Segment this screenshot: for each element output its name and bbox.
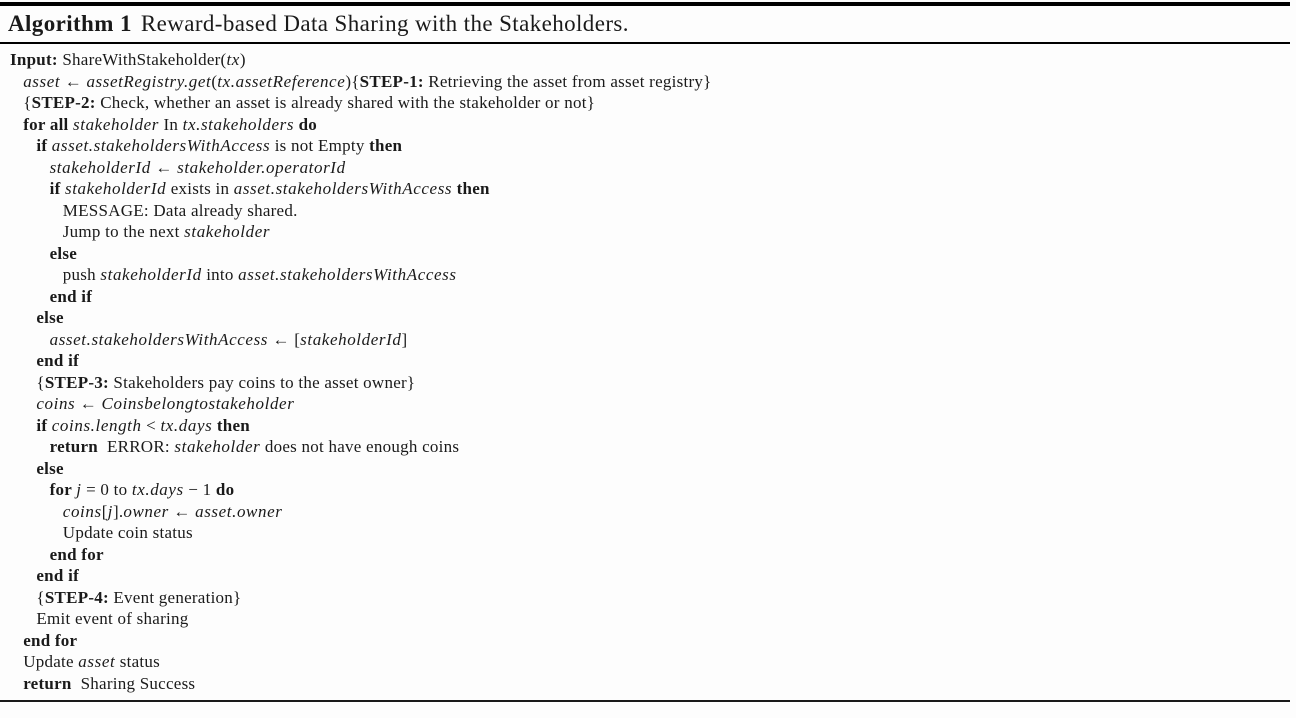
code-segment: Event generation} <box>108 587 242 607</box>
code-line <box>0 350 1296 372</box>
code-segment: stakeholder <box>174 437 261 456</box>
code-line <box>0 114 1296 136</box>
code-segment: return <box>23 673 72 693</box>
code-line <box>0 372 1296 394</box>
code-segment: stakeholderId <box>300 329 402 349</box>
code-line <box>0 178 1296 200</box>
code-segment: assetRegistry.get <box>86 71 212 91</box>
code-segment: Coinsbelongtostakeholder <box>101 394 295 413</box>
code-segment: = 0 to <box>81 480 132 499</box>
code-segment: < <box>141 415 161 435</box>
code-segment: then <box>212 415 250 435</box>
code-segment: for all <box>23 114 74 134</box>
code-line <box>0 393 1296 415</box>
code-line <box>0 436 1296 458</box>
algorithm-caption <box>0 6 1296 42</box>
code-segment: MESSAGE: Data already shared. <box>62 200 298 220</box>
code-segment: end for <box>49 544 104 564</box>
code-segment: ← <box>168 501 196 521</box>
code-line <box>0 501 1296 523</box>
code-segment: asset <box>23 71 61 91</box>
code-segment: into <box>201 265 239 284</box>
code-segment: Retrieving the asset from asset registry} <box>423 71 712 91</box>
code-segment: coins.length <box>51 415 142 435</box>
code-line <box>0 135 1296 157</box>
code-segment: [ <box>101 501 108 521</box>
code-line <box>0 264 1296 286</box>
code-line <box>0 544 1296 566</box>
code-segment: is not Empty <box>270 136 370 155</box>
code-segment: ]. <box>112 501 124 521</box>
code-segment: tx.stakeholders <box>182 114 295 134</box>
code-segment: stakeholder <box>184 222 271 241</box>
code-segment: do <box>215 480 235 499</box>
code-segment: ShareWithStakeholder( <box>57 50 227 69</box>
code-segment: ) <box>239 50 246 69</box>
code-segment: STEP-3: <box>44 372 109 392</box>
code-segment: owner <box>123 501 169 521</box>
code-segment: stakeholderId <box>49 157 151 177</box>
code-segment: asset.owner <box>195 501 283 521</box>
code-segment: Stakeholders pay coins to the asset owner} <box>108 372 416 392</box>
code-segment: does not have enough coins <box>260 437 460 456</box>
code-segment: stakeholder.operatorId <box>177 157 346 177</box>
code-segment: ← <box>150 157 178 177</box>
code-segment: else <box>36 308 64 327</box>
code-segment: − 1 <box>183 480 216 499</box>
code-segment: if <box>36 136 52 155</box>
code-segment: Input: <box>10 50 58 69</box>
code-segment: tx <box>226 50 240 69</box>
code-line <box>0 49 1296 71</box>
code-segment: STEP-1: <box>359 71 424 91</box>
code-line <box>0 458 1296 480</box>
code-line <box>0 92 1296 114</box>
algorithm-label: Algorithm 1 <box>8 11 132 36</box>
code-segment: end if <box>49 286 93 306</box>
code-line <box>0 630 1296 652</box>
algorithm-title: Reward-based Data Sharing with the Stakeholders. <box>140 11 629 36</box>
code-segment: ( <box>211 71 218 91</box>
code-segment: asset.stakeholdersWithAccess <box>51 136 271 155</box>
code-line <box>0 157 1296 179</box>
code-segment: Jump to the next <box>62 222 185 241</box>
code-segment: Update <box>23 652 79 671</box>
code-segment: stakeholder <box>73 114 159 134</box>
code-segment: In <box>158 114 183 134</box>
code-segment: if <box>49 179 65 198</box>
code-segment: ← <box>75 394 102 413</box>
pseudocode-body <box>0 44 1296 700</box>
code-segment: STEP-2: <box>31 93 96 112</box>
code-segment: tx.days <box>160 415 213 435</box>
code-segment: then <box>452 179 490 198</box>
code-segment: tx.assetReference <box>217 71 346 91</box>
code-segment: tx.days <box>131 480 184 499</box>
code-line <box>0 307 1296 329</box>
code-segment: else <box>49 243 78 263</box>
code-segment: ERROR: <box>98 437 175 456</box>
code-segment: asset.stakeholdersWithAccess <box>233 179 453 198</box>
code-segment: end if <box>36 351 79 370</box>
code-line <box>0 673 1296 695</box>
code-line <box>0 286 1296 308</box>
code-segment: j <box>76 480 82 499</box>
code-segment: exists in <box>166 179 234 198</box>
code-segment: push <box>62 265 101 284</box>
code-segment: Check, whether an asset is already shared with the stakeholder or not} <box>95 93 596 112</box>
code-segment: for <box>49 480 77 499</box>
code-segment: stakeholderId <box>100 265 202 284</box>
code-segment: stakeholderId <box>64 179 167 198</box>
code-line <box>0 565 1296 587</box>
code-segment: end for <box>23 630 78 650</box>
code-segment: j <box>107 501 113 521</box>
code-segment: ← <box>60 71 87 91</box>
code-line <box>0 329 1296 351</box>
code-segment: return <box>49 437 98 456</box>
code-line <box>0 243 1296 265</box>
code-segment: do <box>294 114 318 134</box>
code-segment: asset <box>78 652 116 671</box>
code-segment: Emit event of sharing <box>36 609 189 628</box>
code-line <box>0 200 1296 222</box>
code-segment: asset.stakeholdersWithAccess <box>238 265 457 284</box>
code-line <box>0 415 1296 437</box>
code-segment: ] <box>401 329 408 349</box>
code-segment: { <box>36 372 45 392</box>
code-segment: { <box>23 93 32 112</box>
code-segment: then <box>369 136 403 155</box>
code-segment: Sharing Success <box>71 673 196 693</box>
code-segment: end if <box>36 566 79 585</box>
code-segment: if <box>36 415 52 435</box>
code-line <box>0 608 1296 630</box>
code-line <box>0 587 1296 609</box>
code-line <box>0 522 1296 544</box>
code-segment: Update coin status <box>62 523 193 542</box>
code-segment: STEP-4: <box>44 587 109 607</box>
code-segment: ){ <box>345 71 360 91</box>
code-line <box>0 221 1296 243</box>
code-segment: coins <box>36 394 76 413</box>
code-line <box>0 71 1296 93</box>
code-segment: { <box>36 587 45 607</box>
code-segment: coins <box>62 501 102 521</box>
code-segment: ← [ <box>268 329 301 349</box>
code-line <box>0 651 1296 673</box>
code-segment: else <box>36 458 64 478</box>
code-segment: status <box>115 652 161 671</box>
code-line <box>0 479 1296 501</box>
bottom-rule <box>0 700 1290 702</box>
code-segment: asset.stakeholdersWithAccess <box>49 329 268 349</box>
